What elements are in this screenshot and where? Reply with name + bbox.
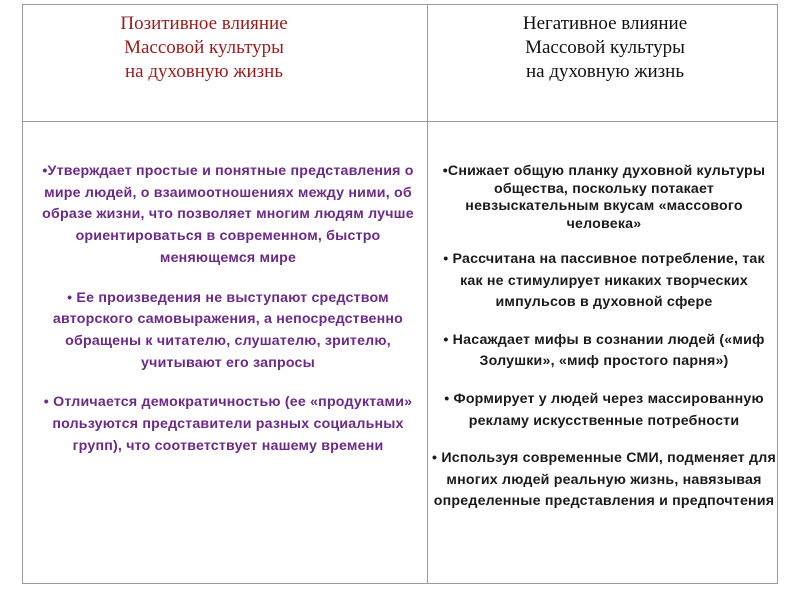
positive-item: •Утверждает простые и понятные представления о мире людей, о взаимоотношениях между ними, об образе жизни, что позволяет многим людям лучше ориентироваться в современном, быстро меняющемся мире — [42, 163, 414, 266]
header-positive-line-2: Массовой культуры — [124, 37, 284, 58]
header-positive — [34, 12, 374, 84]
negative-item: • Используя современные СМИ, подменяет для многих людей реальную жизнь, навязывая определенные представления и предпочтения — [432, 450, 776, 510]
positive-item: • Ее произведения не выступают средством авторского самовыражения, а непосредственно обращены к читателю, слушателю, зрителю, учитывают его запросы — [52, 289, 404, 371]
negative-item: • Насаждает мифы в сознании людей («миф Золушки», «миф простого парня») — [443, 331, 765, 370]
header-negative-line-2: Массовой культуры — [525, 37, 685, 58]
header-divider — [22, 121, 778, 122]
negative-list — [432, 163, 776, 513]
header-negative-line-1: Негативное влияние — [522, 13, 688, 34]
column-divider — [427, 4, 428, 584]
negative-item: • Формирует у людей через массированную рекламу искусственные потребности — [444, 390, 764, 429]
header-positive-line-3: на духовную жизнь — [124, 61, 283, 82]
positive-item: • Отличается демократичностью (ее «продуктами» пользуются представители разных социальных групп), что соответствует нашему времени — [43, 394, 413, 454]
header-negative — [440, 12, 770, 84]
header-negative-line-3: на духовную жизнь — [525, 61, 684, 82]
negative-item: • Рассчитана на пассивное потребление, так как не стимулирует никаких творческих импульсов в духовной сфере — [443, 251, 765, 311]
negative-item: •Снижает общую планку духовной культуры общества, поскольку потакает невзыскательным вкусам «массового человека» — [442, 163, 766, 232]
positive-list — [33, 161, 423, 457]
header-positive-line-1: Позитивное влияние — [120, 13, 288, 34]
